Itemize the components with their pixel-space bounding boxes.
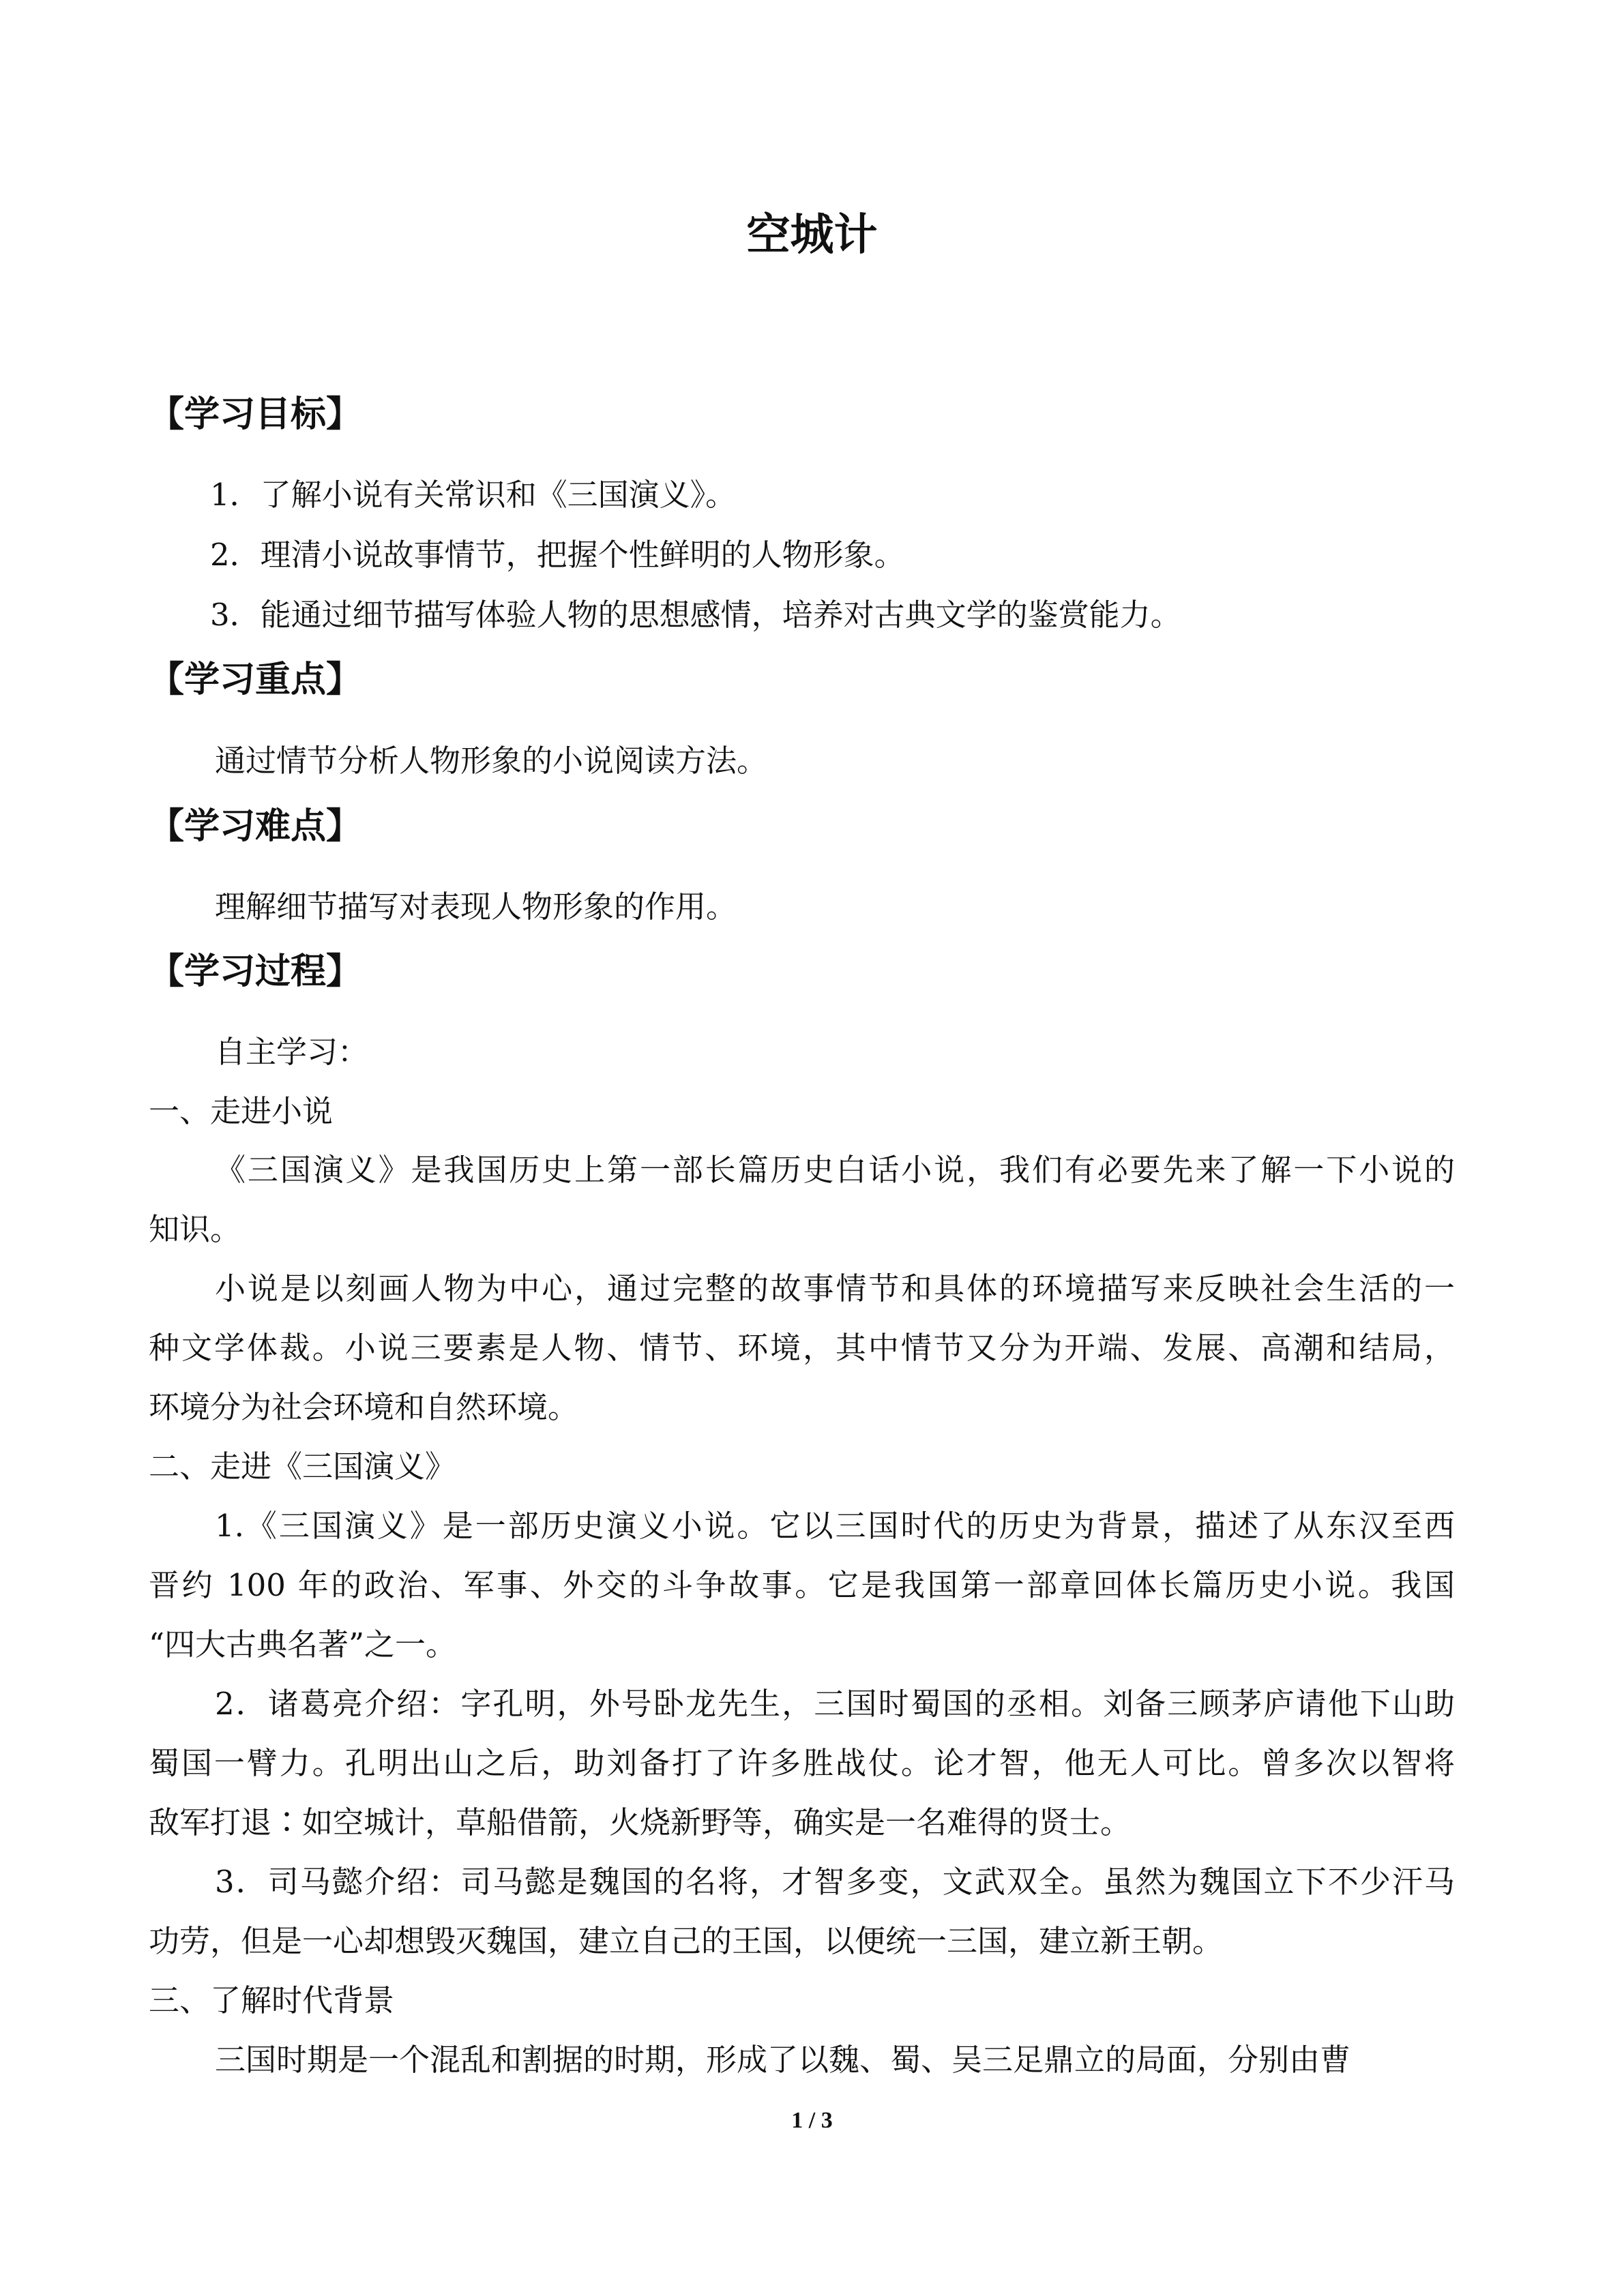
- process-line: 敌军打退∶如空城计，草船借箭，火烧新野等，确实是一名难得的贤士。: [149, 1804, 1132, 1840]
- process-line: 三国时期是一个混乱和割据的时期，形成了以魏、蜀、吴三足鼎立的局面，分别由曹: [215, 2042, 1351, 2078]
- process-line: 功劳，但是一心却想毁灭魏国，建立自己的王国，以便统一三国，建立新王朝。: [149, 1923, 1224, 1959]
- process-line: 环境分为社会环境和自然环境。: [149, 1389, 579, 1425]
- process-line: 《三国演义》是我国历史上第一部长篇历史白话小说，我们有必要先来了解一下小说的: [215, 1152, 1455, 1188]
- section-heading-novel: 一、走进小说: [149, 1093, 334, 1129]
- process-line: 1.《三国演义》是一部历史演义小说。它以三国时代的历史为背景，描述了从东汉至西: [215, 1508, 1455, 1544]
- focus-text: 通过情节分析人物形象的小说阅读方法。: [215, 743, 768, 779]
- heading-learning-goals: 【学习目标】: [149, 394, 362, 435]
- process-line: 2．诸葛亮介绍：字孔明，外号卧龙先生，三国时蜀国的丞相。刘备三顾茅庐请他下山助: [215, 1686, 1455, 1722]
- process-line: 小说是以刻画人物为中心，通过完整的故事情节和具体的环境描写来反映社会生活的一: [215, 1270, 1455, 1307]
- process-line: “四大古典名著”之一。: [149, 1626, 457, 1663]
- heading-learning-process: 【学习过程】: [149, 951, 362, 992]
- goal-item: 1．了解小说有关常识和《三国演义》。: [210, 477, 737, 513]
- process-line: 晋约 100 年的政治、军事、外交的斗争故事。它是我国第一部章回体长篇历史小说。我国: [149, 1567, 1455, 1603]
- page-number: 1 / 3: [791, 2108, 833, 2133]
- process-line: 3．司马懿介绍：司马懿是魏国的名将，才智多变，文武双全。虽然为魏国立下不少汗马: [215, 1864, 1455, 1900]
- heading-learning-difficulty: 【学习难点】: [149, 806, 362, 847]
- process-line: 自主学习：: [215, 1034, 369, 1070]
- section-heading-background: 三、了解时代背景: [149, 1982, 395, 2018]
- goal-item: 3．能通过细节描写体验人物的思想感情，培养对古典文学的鉴赏能力。: [210, 597, 1181, 633]
- process-line: 蜀国一臂力。孔明出山之后，助刘备打了许多胜战仗。论才智，他无人可比。曾多次以智将: [149, 1745, 1455, 1781]
- page-title: 空城计: [746, 210, 878, 260]
- process-line: 种文学体裁。小说三要素是人物、情节、环境，其中情节又分为开端、发展、高潮和结局，: [149, 1330, 1455, 1366]
- heading-learning-focus: 【学习重点】: [149, 659, 362, 700]
- process-line: 知识。: [149, 1211, 241, 1247]
- goal-item: 2．理清小说故事情节，把握个性鲜明的人物形象。: [210, 537, 905, 573]
- difficulty-text: 理解细节描写对表现人物形象的作用。: [215, 889, 737, 925]
- section-heading-sanguo: 二、走进《三国演义》: [149, 1448, 456, 1485]
